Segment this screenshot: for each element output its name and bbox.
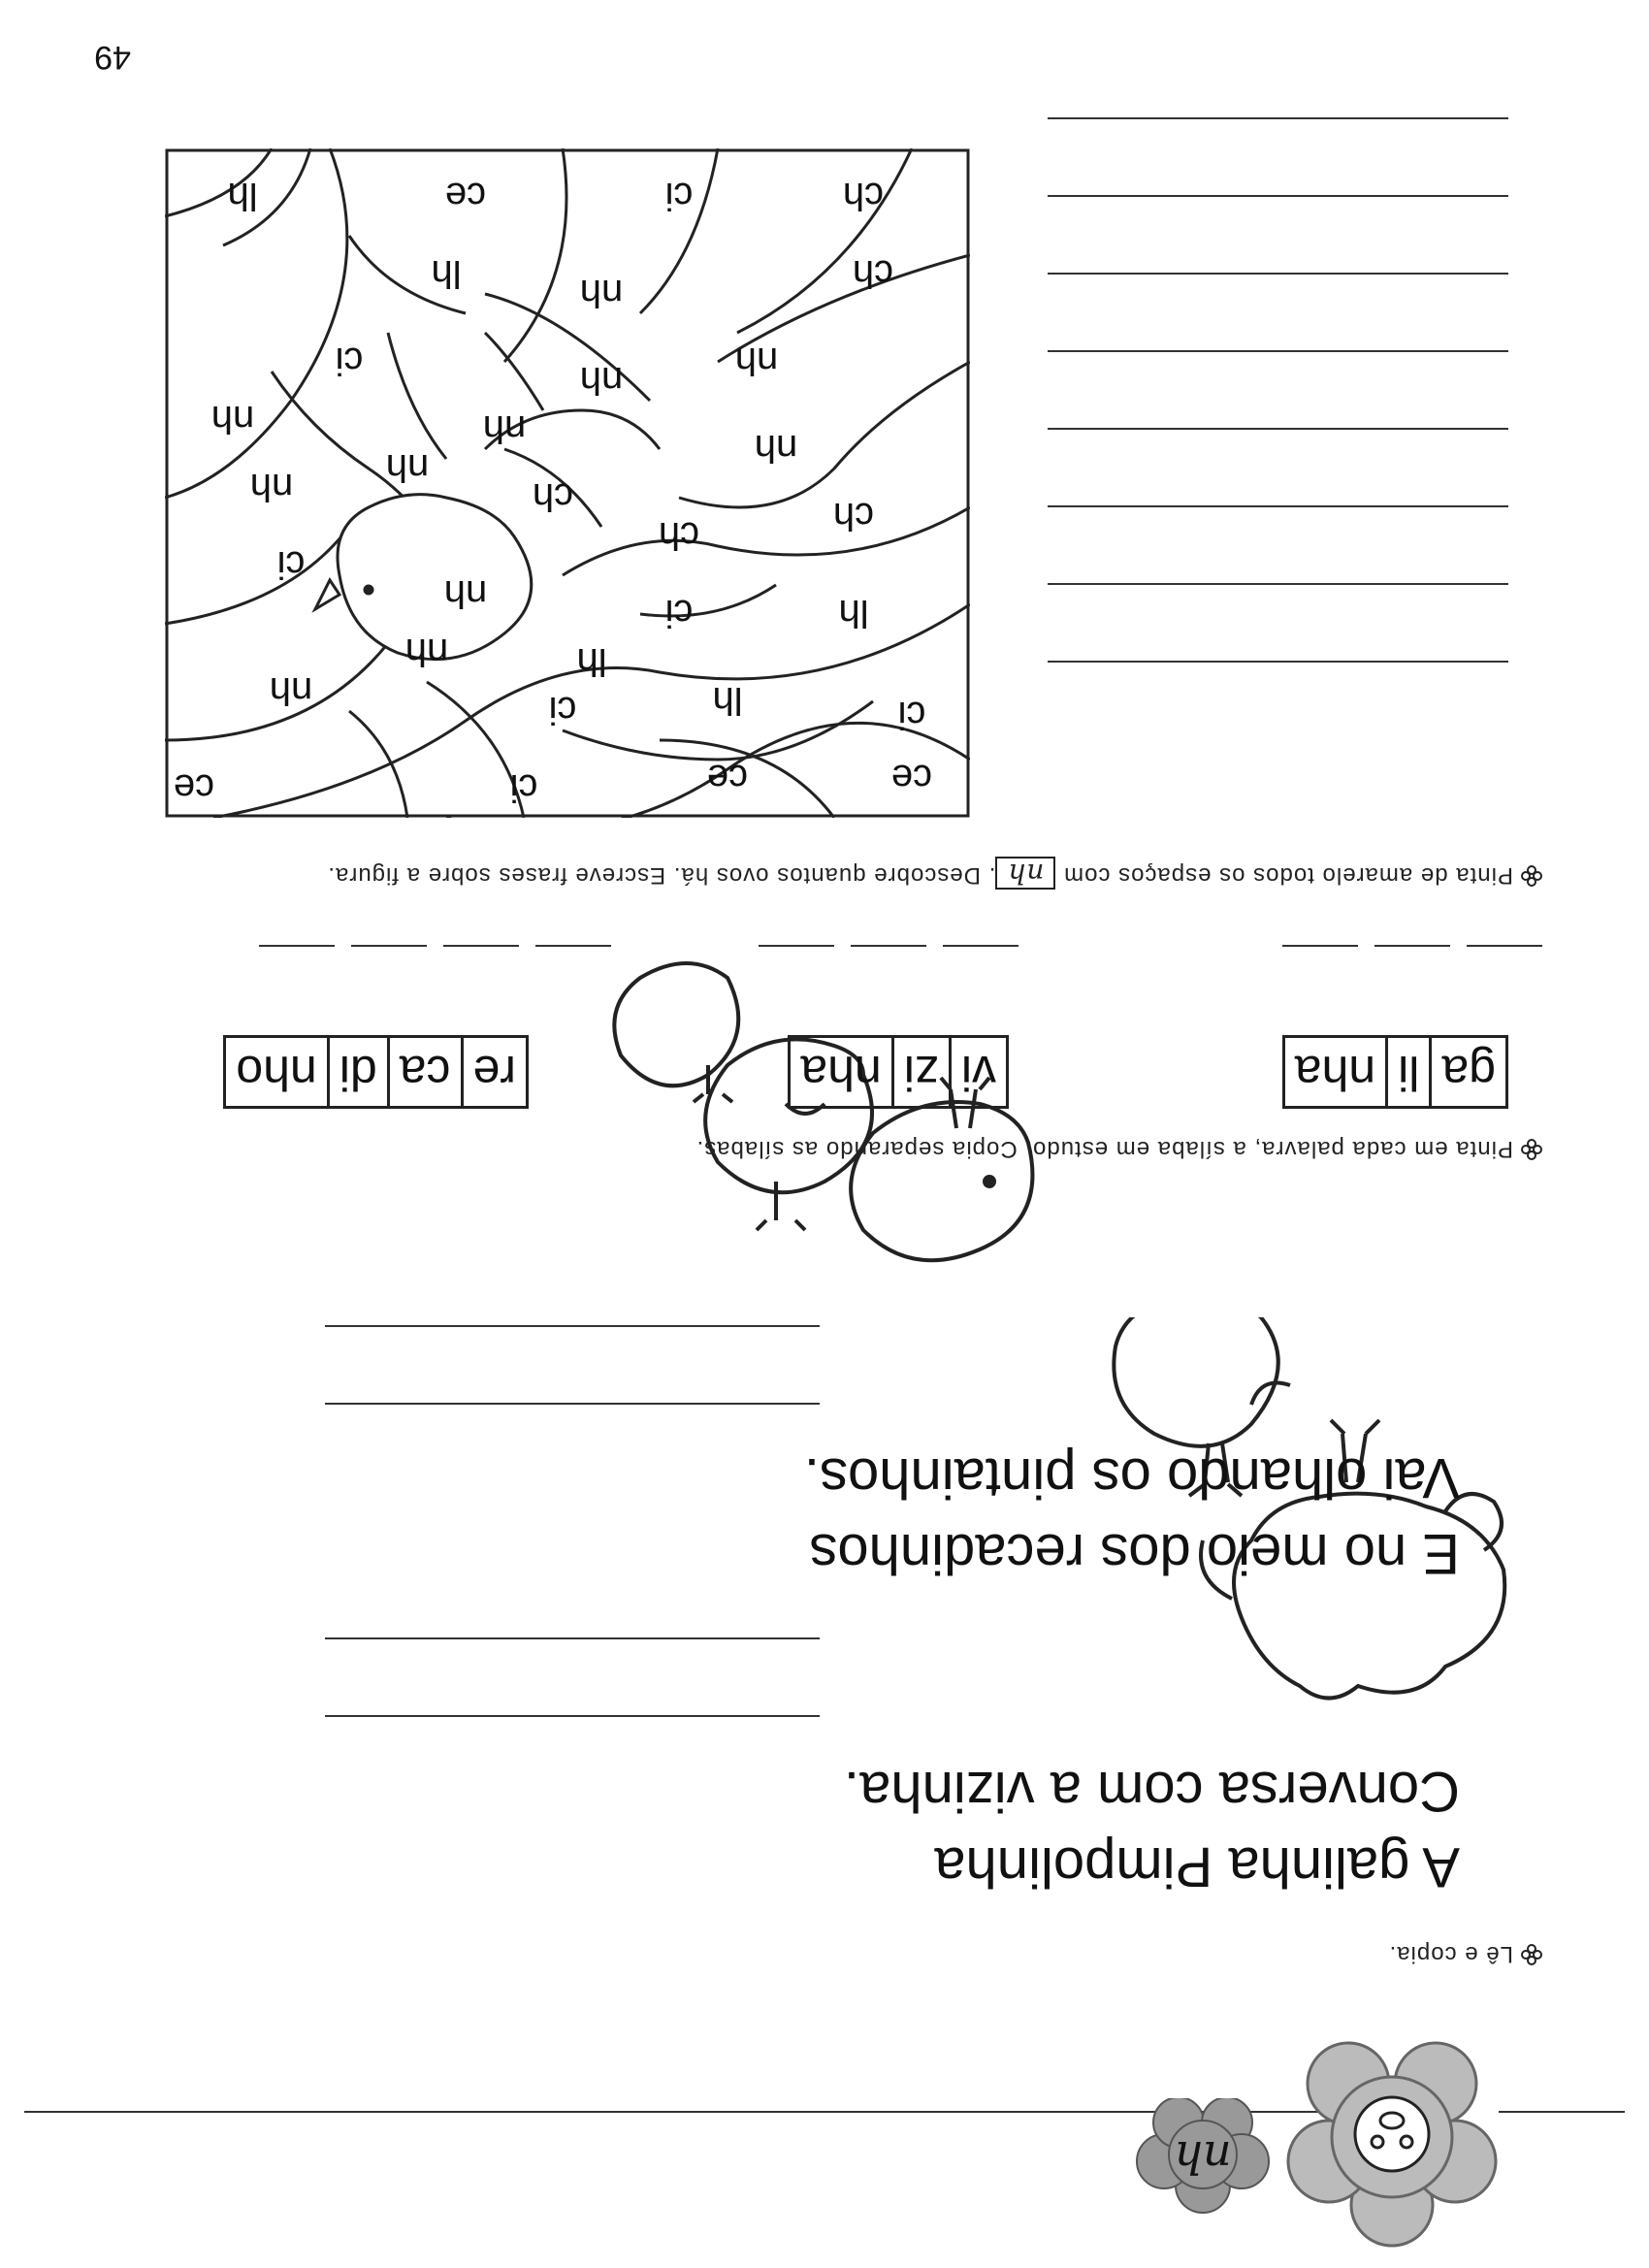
maze-syllable-label: nh	[482, 407, 527, 450]
syllable-cell[interactable]: re	[472, 1046, 516, 1100]
syllable-blank[interactable]	[943, 945, 1018, 947]
syllable-blank[interactable]	[1282, 945, 1358, 947]
syllable-cell[interactable]: ga	[1441, 1046, 1496, 1100]
maze-syllable-label: nh	[579, 359, 624, 402]
exercise3-instruction-text-2: . Descobre quantos ovos há. Escreve frases sobre a figura.	[327, 862, 996, 889]
maze-syllable-label: lh	[431, 252, 462, 295]
maze-syllable-label: nh	[734, 340, 779, 382]
exercise3-instruction	[107, 855, 1542, 895]
copy-line-2[interactable]	[325, 1637, 820, 1639]
maze-syllable-label: ci	[509, 766, 538, 809]
maze-syllable-label: nh	[269, 669, 313, 712]
maze-syllable-label: nh	[754, 427, 798, 470]
maze-syllable-label: ch	[658, 514, 700, 557]
word-box-vizinha[interactable]	[788, 1035, 1009, 1109]
syllable-blank[interactable]	[759, 945, 834, 947]
page-number: 49	[94, 39, 131, 76]
nh-syllable-badge: nh	[995, 857, 1055, 890]
syllable-cell[interactable]: nho	[226, 1038, 329, 1106]
syllable-blank[interactable]	[443, 945, 519, 947]
copy-line-4[interactable]	[325, 1325, 820, 1327]
sentence-line-2[interactable]	[1048, 583, 1508, 585]
copy-line-1[interactable]	[325, 1715, 820, 1717]
sentence-line-8[interactable]	[1048, 117, 1508, 119]
maze-syllable-label: ch	[842, 175, 885, 217]
sentence-line-4[interactable]	[1048, 428, 1508, 430]
maze-syllable-label: lh	[227, 175, 258, 217]
flower-bullet-icon	[1521, 865, 1542, 887]
maze-syllable-label: ce	[444, 175, 487, 217]
flower-bullet-icon	[1521, 1944, 1542, 1965]
sentence-line-6[interactable]	[1048, 273, 1508, 275]
maze-syllable-label: ci	[664, 592, 694, 634]
copy-line-3[interactable]	[325, 1403, 820, 1405]
exercise1-instruction	[1389, 1940, 1542, 1967]
maze-syllable-label: ch	[852, 252, 894, 295]
nh-badge-icon	[1135, 2098, 1271, 2215]
syllable-blank[interactable]	[1374, 945, 1450, 947]
syllable-cell[interactable]: nha	[1285, 1038, 1388, 1106]
syllable-blank[interactable]	[851, 945, 926, 947]
word-box-recadinho[interactable]	[223, 1035, 529, 1109]
nh-badge-text: nh	[1174, 2131, 1232, 2184]
syllable-cell[interactable]: di	[330, 1038, 390, 1106]
maze-syllable-label: nh	[579, 272, 624, 314]
color-by-syllable-picture	[165, 148, 970, 818]
maze-syllable-label: nh	[210, 398, 255, 440]
sentence-line-1[interactable]	[1048, 661, 1508, 663]
maze-syllable-label: ci	[335, 340, 364, 382]
syllable-cell[interactable]: vi	[960, 1046, 996, 1100]
maze-syllable-label: nh	[249, 466, 294, 508]
sentence-line-7[interactable]	[1048, 195, 1508, 197]
flower-mascot-icon	[1280, 2025, 1504, 2249]
maze-syllable-label: ce	[173, 766, 215, 809]
poem-line-4: Vai olhando os pintainhos.	[803, 1446, 1460, 1509]
syllable-blank[interactable]	[351, 945, 427, 947]
syllable-blank[interactable]	[535, 945, 611, 947]
poem-line-1: A galinha Pimpolinha	[934, 1835, 1460, 1898]
maze-syllable-label: nh	[443, 572, 488, 615]
sentence-line-3[interactable]	[1048, 505, 1508, 507]
syllable-blank[interactable]	[1467, 945, 1542, 947]
flower-bullet-icon	[1521, 1139, 1542, 1160]
maze-syllable-label: ci	[548, 689, 577, 731]
syllable-cell[interactable]: li	[1388, 1038, 1432, 1106]
maze-syllable-label: ce	[890, 757, 933, 799]
chicks-illustration-icon	[611, 929, 1067, 1298]
sentence-line-5[interactable]	[1048, 350, 1508, 352]
syllable-cell[interactable]: nha	[791, 1038, 893, 1106]
maze-syllable-label: lh	[576, 640, 607, 683]
poem-line-3: E no meio dos recadinhos	[809, 1522, 1460, 1585]
syllable-cell[interactable]: ca	[390, 1038, 464, 1106]
exercise3-instruction-text-1: Pinta de amarelo todos os espaços com	[1063, 862, 1513, 889]
exercise2-instruction	[696, 1135, 1542, 1162]
header-rule-left	[1499, 2111, 1625, 2113]
exercise2-instruction-text: Pinta em cada palavra, a sílaba em estudo. Copia separando as sílabas.	[695, 1136, 1513, 1162]
maze-syllable-label: nh	[385, 446, 430, 489]
maze-syllable-label: nh	[404, 631, 449, 673]
maze-syllable-label: ch	[832, 495, 875, 537]
exercise1-instruction-text: Lê e copia.	[1388, 1941, 1513, 1967]
poem-line-2: Conversa com a vizinha.	[843, 1760, 1460, 1823]
maze-syllable-label: lh	[712, 679, 743, 722]
maze-syllable-label: ci	[276, 543, 306, 586]
maze-syllable-label: ce	[706, 757, 749, 799]
syllable-blank[interactable]	[259, 945, 335, 947]
word-box-galinha[interactable]	[1282, 1035, 1508, 1109]
maze-syllable-label: ci	[897, 694, 926, 736]
maze-syllable-label: ch	[532, 475, 574, 518]
syllable-cell[interactable]: zi	[894, 1038, 952, 1106]
maze-syllable-label: lh	[838, 592, 869, 634]
maze-syllable-label: ci	[664, 175, 694, 217]
